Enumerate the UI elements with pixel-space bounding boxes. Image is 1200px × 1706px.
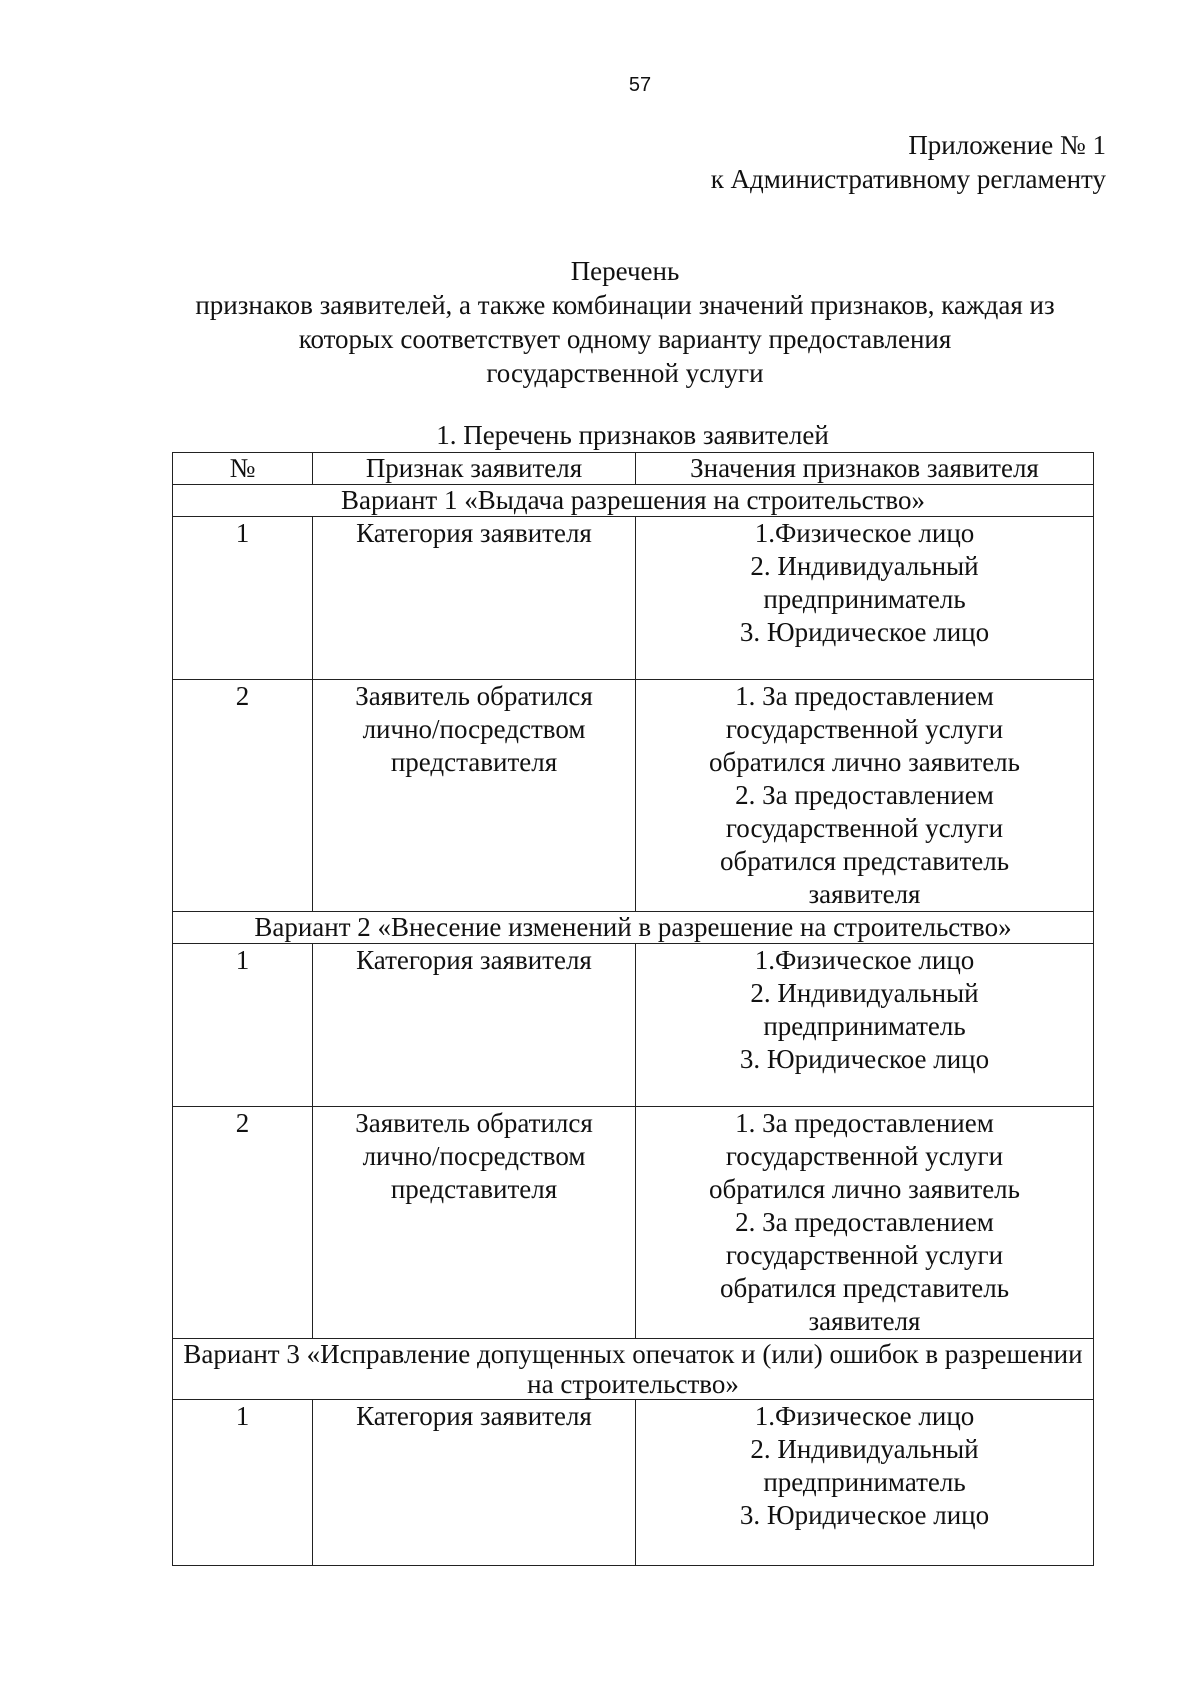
value-line: заявителя [808,1306,921,1336]
document-title [160,254,1090,390]
header-values: Значения признаков заявителя [636,453,1094,485]
value-line: 1.Физическое лицо [754,518,975,548]
row-values [636,944,1094,1107]
row-values [636,680,1094,912]
variant-title: Вариант 3 «Исправление допущенных опечаток и (или) ошибок в разрешении на строительство» [173,1339,1094,1400]
table-row [173,517,1094,680]
row-number: 1 [173,944,313,1107]
row-attribute: Категория заявителя [313,517,636,680]
value-line: 2. Индивидуальный [750,1434,979,1464]
header-number: № [173,453,313,485]
variant-title: Вариант 1 «Выдача разрешения на строительство» [173,485,1094,517]
value-line: государственной услуги [725,1240,1004,1270]
row-values [636,1107,1094,1339]
table-header-row [173,453,1094,485]
row-number: 2 [173,1107,313,1339]
variant-title: Вариант 2 «Внесение изменений в разрешение на строительство» [173,912,1094,944]
value-line: обратился представитель [719,846,1010,876]
value-line: 2. Индивидуальный [750,551,979,581]
table-caption: 1. Перечень признаков заявителей [436,420,829,450]
value-line: предприниматель [763,1011,966,1041]
applicant-attributes-table [172,452,1094,1566]
value-line: заявителя [808,879,921,909]
table-row [173,1107,1094,1339]
table-row [173,944,1094,1107]
row-values [636,517,1094,680]
title-line-4: государственной услуги [486,358,764,388]
header-attribute: Признак заявителя [313,453,636,485]
value-line: государственной услуги [725,813,1004,843]
value-line: государственной услуги [725,714,1004,744]
value-line: 1.Физическое лицо [754,945,975,975]
table-row [173,680,1094,912]
value-line: предприниматель [763,1467,966,1497]
row-attribute: Заявитель обратился лично/посредством представителя [313,680,636,912]
title-line-3: которых соответствует одному варианту предоставления [298,324,952,354]
table-row [173,1400,1094,1566]
appendix-reference [711,128,1106,196]
row-number: 1 [173,1400,313,1566]
value-line: 2. За предоставлением [735,780,994,810]
variant-row [173,912,1094,944]
row-values [636,1400,1094,1566]
row-attribute: Заявитель обратился лично/посредством представителя [313,1107,636,1339]
value-line: обратился лично заявитель [709,1174,1020,1204]
title-line-1: Перечень [570,256,680,286]
value-line: 3. Юридическое лицо [739,1044,990,1074]
variant-row [173,485,1094,517]
row-attribute: Категория заявителя [313,944,636,1107]
value-line: государственной услуги [725,1141,1004,1171]
page-number: 57 [628,74,652,96]
variant-row [173,1339,1094,1400]
value-line: 1.Физическое лицо [754,1401,975,1431]
row-attribute: Категория заявителя [313,1400,636,1566]
value-line: 2. За предоставлением [735,1207,994,1237]
value-line: обратился лично заявитель [709,747,1020,777]
appendix-line-1: Приложение № 1 [908,130,1106,160]
value-line: 3. Юридическое лицо [739,1500,990,1530]
value-line: предприниматель [763,584,966,614]
title-line-2: признаков заявителей, а также комбинации значений признаков, каждая из [195,290,1055,320]
value-line: 2. Индивидуальный [750,978,979,1008]
value-line: обратился представитель [719,1273,1010,1303]
value-line: 3. Юридическое лицо [739,617,990,647]
row-number: 2 [173,680,313,912]
value-line: 1. За предоставлением [735,681,994,711]
row-number: 1 [173,517,313,680]
appendix-line-2: к Административному регламенту [710,164,1106,194]
value-line: 1. За предоставлением [735,1108,994,1138]
